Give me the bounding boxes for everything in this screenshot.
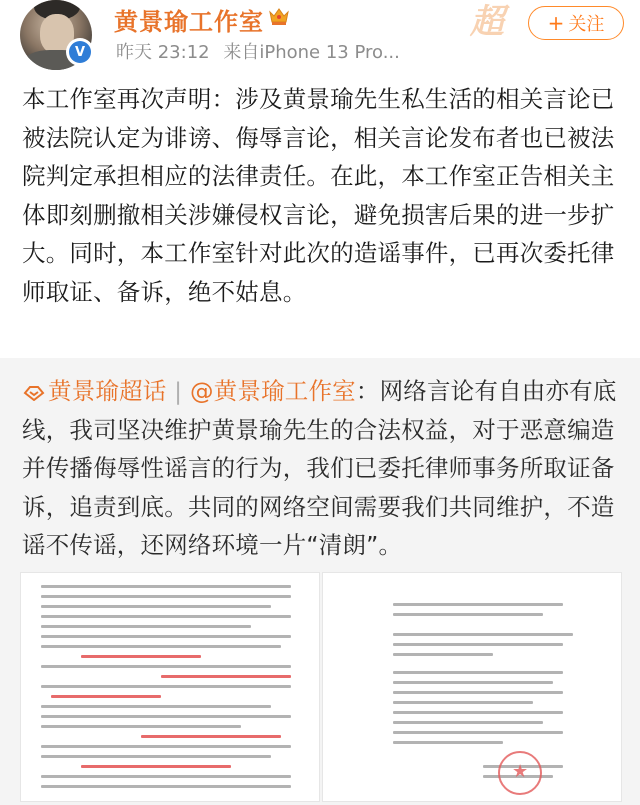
repost-body [22,372,622,565]
document-image-right[interactable] [322,572,622,802]
repost-block[interactable] [0,358,640,805]
post-body: 本工作室再次声明：涉及黄景瑜先生私生活的相关言论已被法院认定为诽谤、侮辱言论，相关言论发布者也已被法院判定承担相应的法律责任。在此，本工作室正告相关主体即刻删撤相关涉嫌侵权言论，避免损害后果的进一步扩大。同时，本工作室针对此次的造谣事件，已再次委托律师取证、备诉，绝不姑息。 [22,85,615,306]
topic-icon [22,385,46,401]
follow-button[interactable] [528,6,624,40]
repost-text: ：网络言论有自由亦有底线，我司坚决维护黄景瑜先生的合法权益，对于恶意编造并传播侮辱性谣言的行为，我们已委托律师事务所取证备诉，追责到底。共同的网络空间需要我们共同维护，不造谣不传谣，还网络环境一片“清朗”。 [22,377,617,560]
author-name[interactable]: 黄景瑜工作室 [114,8,264,36]
verified-icon: V [66,38,94,66]
follow-label: 关注 [568,14,605,35]
document-image-left[interactable] [20,572,320,802]
crown-icon [268,6,290,26]
mention-link[interactable]: @黄景瑜工作室 [189,377,356,405]
stamp-icon [498,751,542,795]
topic-link[interactable]: 黄景瑜超话 [48,377,167,405]
repost-separator: | [166,377,190,405]
post-source: 来自iPhone 13 Pro... [223,42,400,63]
post-header [0,0,640,74]
post-meta [116,38,408,64]
watermark-icon: 超 [470,2,504,42]
post-time: 昨天 23:12 [116,42,210,63]
plus-icon: + [547,11,565,35]
